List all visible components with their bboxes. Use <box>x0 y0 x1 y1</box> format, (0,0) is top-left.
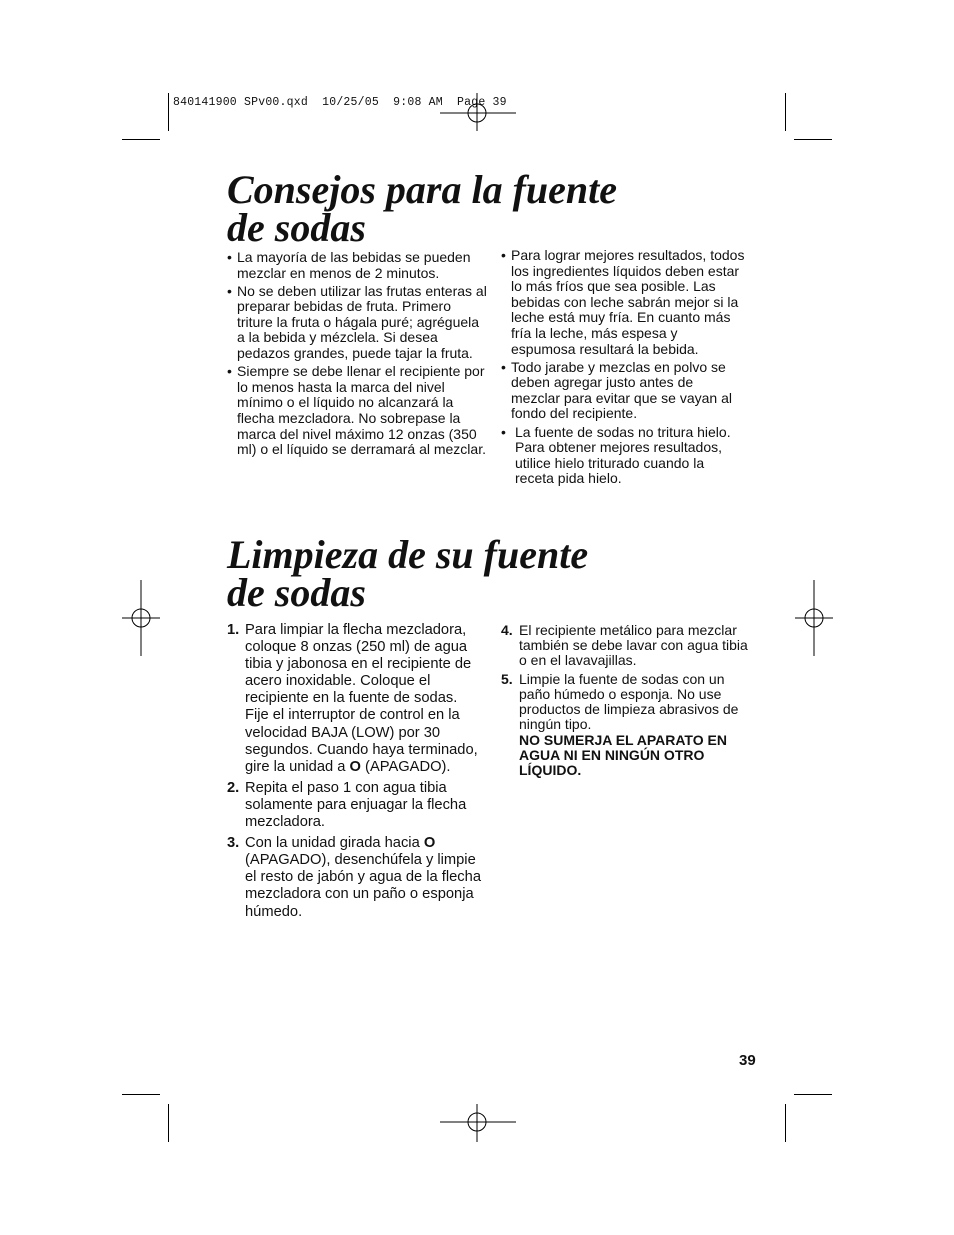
crop-mark <box>122 1094 160 1095</box>
tips-right-column <box>501 248 745 489</box>
list-item: • Siempre se debe llenar el recipiente por lo menos hasta la marca del nivel mínimo o el líquido no alcanzará la flecha mezcladora. No sobrepase la marca del nivel máximo 12 onzas (350 ml) o el líquido se derramará al mezclar. <box>227 363 486 458</box>
crop-mark <box>794 139 832 140</box>
slug-line: 840141900 SPv00.qxd 10/25/05 9:08 AM Page 39 <box>173 96 507 109</box>
step-item: 3. Con la unidad girada hacia O (APAGADO), desenchúfela y limpie el resto de jabón y agua de la flecha mezcladora con un paño o esponja húmedo. <box>227 835 481 920</box>
section-title-cleaning <box>227 532 589 615</box>
step-item: 4. El recipiente metálico para mezclar también se debe lavar con agua tibia o en el lavavajillas. <box>501 622 748 668</box>
registration-mark-icon <box>440 1104 516 1142</box>
bullet: • <box>501 423 506 440</box>
warning-text: NO SUMERJA EL APARATO EN AGUA NI EN NINGÚN OTRO LÍQUIDO. <box>519 732 727 778</box>
list-item: • No se deben utilizar las frutas enteras al preparar bebidas de fruta. Primero triture la fruta o hágala puré; agréguela a la bebida y mézclela. Si desea pedazos grandes, puede tajar la fruta. <box>227 282 487 362</box>
cleaning-left-column <box>227 622 485 925</box>
list-item: • Para lograr mejores resultados, todos los ingredientes líquidos deben estar lo más fríos que sea posible. Las bebidas con leche sabrán mejor si la leche está muy fría. En cuanto más fría la leche, más espesa y espumosa resultará la bebida. <box>501 247 745 357</box>
bullet: • <box>501 247 506 263</box>
step-item: 5. Limpie la fuente de sodas con un paño húmedo o esponja. No use productos de limpieza abrasivos de ningún tipo. NO SUMERJA EL APARATO EN AGUA NI EN NINGÚN OTRO LÍQUIDO. <box>501 672 751 778</box>
crop-mark <box>785 93 786 131</box>
list-item: • La fuente de sodas no tritura hielo. Para obtener mejores resultados, utilice hielo triturado cuando la receta pida hielo. <box>501 423 731 487</box>
crop-mark <box>794 1094 832 1095</box>
title-line: Limpieza de su fuente <box>227 532 589 577</box>
crop-mark <box>168 93 169 131</box>
step-item: 2. Repita el paso 1 con agua tibia solamente para enjuagar la flecha mezcladora. <box>227 779 467 831</box>
registration-mark-icon <box>122 580 160 656</box>
bullet: • <box>227 282 232 299</box>
crop-mark <box>122 139 160 140</box>
bullet: • <box>227 249 232 265</box>
page-number: 39 <box>739 1052 756 1069</box>
list-item: • Todo jarabe y mezclas en polvo se deben agregar justo antes de mezclar para evitar que se vayan al fondo del recipiente. <box>501 358 732 422</box>
step-item: 1. Para limpiar la flecha mezcladora, coloque 8 onzas (250 ml) de agua tibia y jabonosa en el recipiente de acero inoxidable. Coloque el recipiente en la fuente de sodas. Fije el interruptor de control en la velocidad BAJA (LOW) por 30 segundos. Cuando haya terminado, gire la unidad a O (APAGADO). <box>227 622 478 775</box>
tips-left-column <box>227 250 489 460</box>
title-line: Consejos para la fuente <box>227 167 618 212</box>
list-item: • La mayoría de las bebidas se pueden mezclar en menos de 2 minutos. <box>227 249 471 281</box>
crop-mark <box>785 1104 786 1142</box>
registration-mark-icon <box>795 580 833 656</box>
title-line: de sodas <box>227 205 366 250</box>
cleaning-right-column <box>501 623 751 782</box>
bullet: • <box>501 358 506 375</box>
registration-mark-icon <box>440 93 516 131</box>
section-title-tips <box>227 167 618 250</box>
crop-mark <box>168 1104 169 1142</box>
title-line: de sodas <box>227 570 366 615</box>
bullet: • <box>227 363 232 380</box>
